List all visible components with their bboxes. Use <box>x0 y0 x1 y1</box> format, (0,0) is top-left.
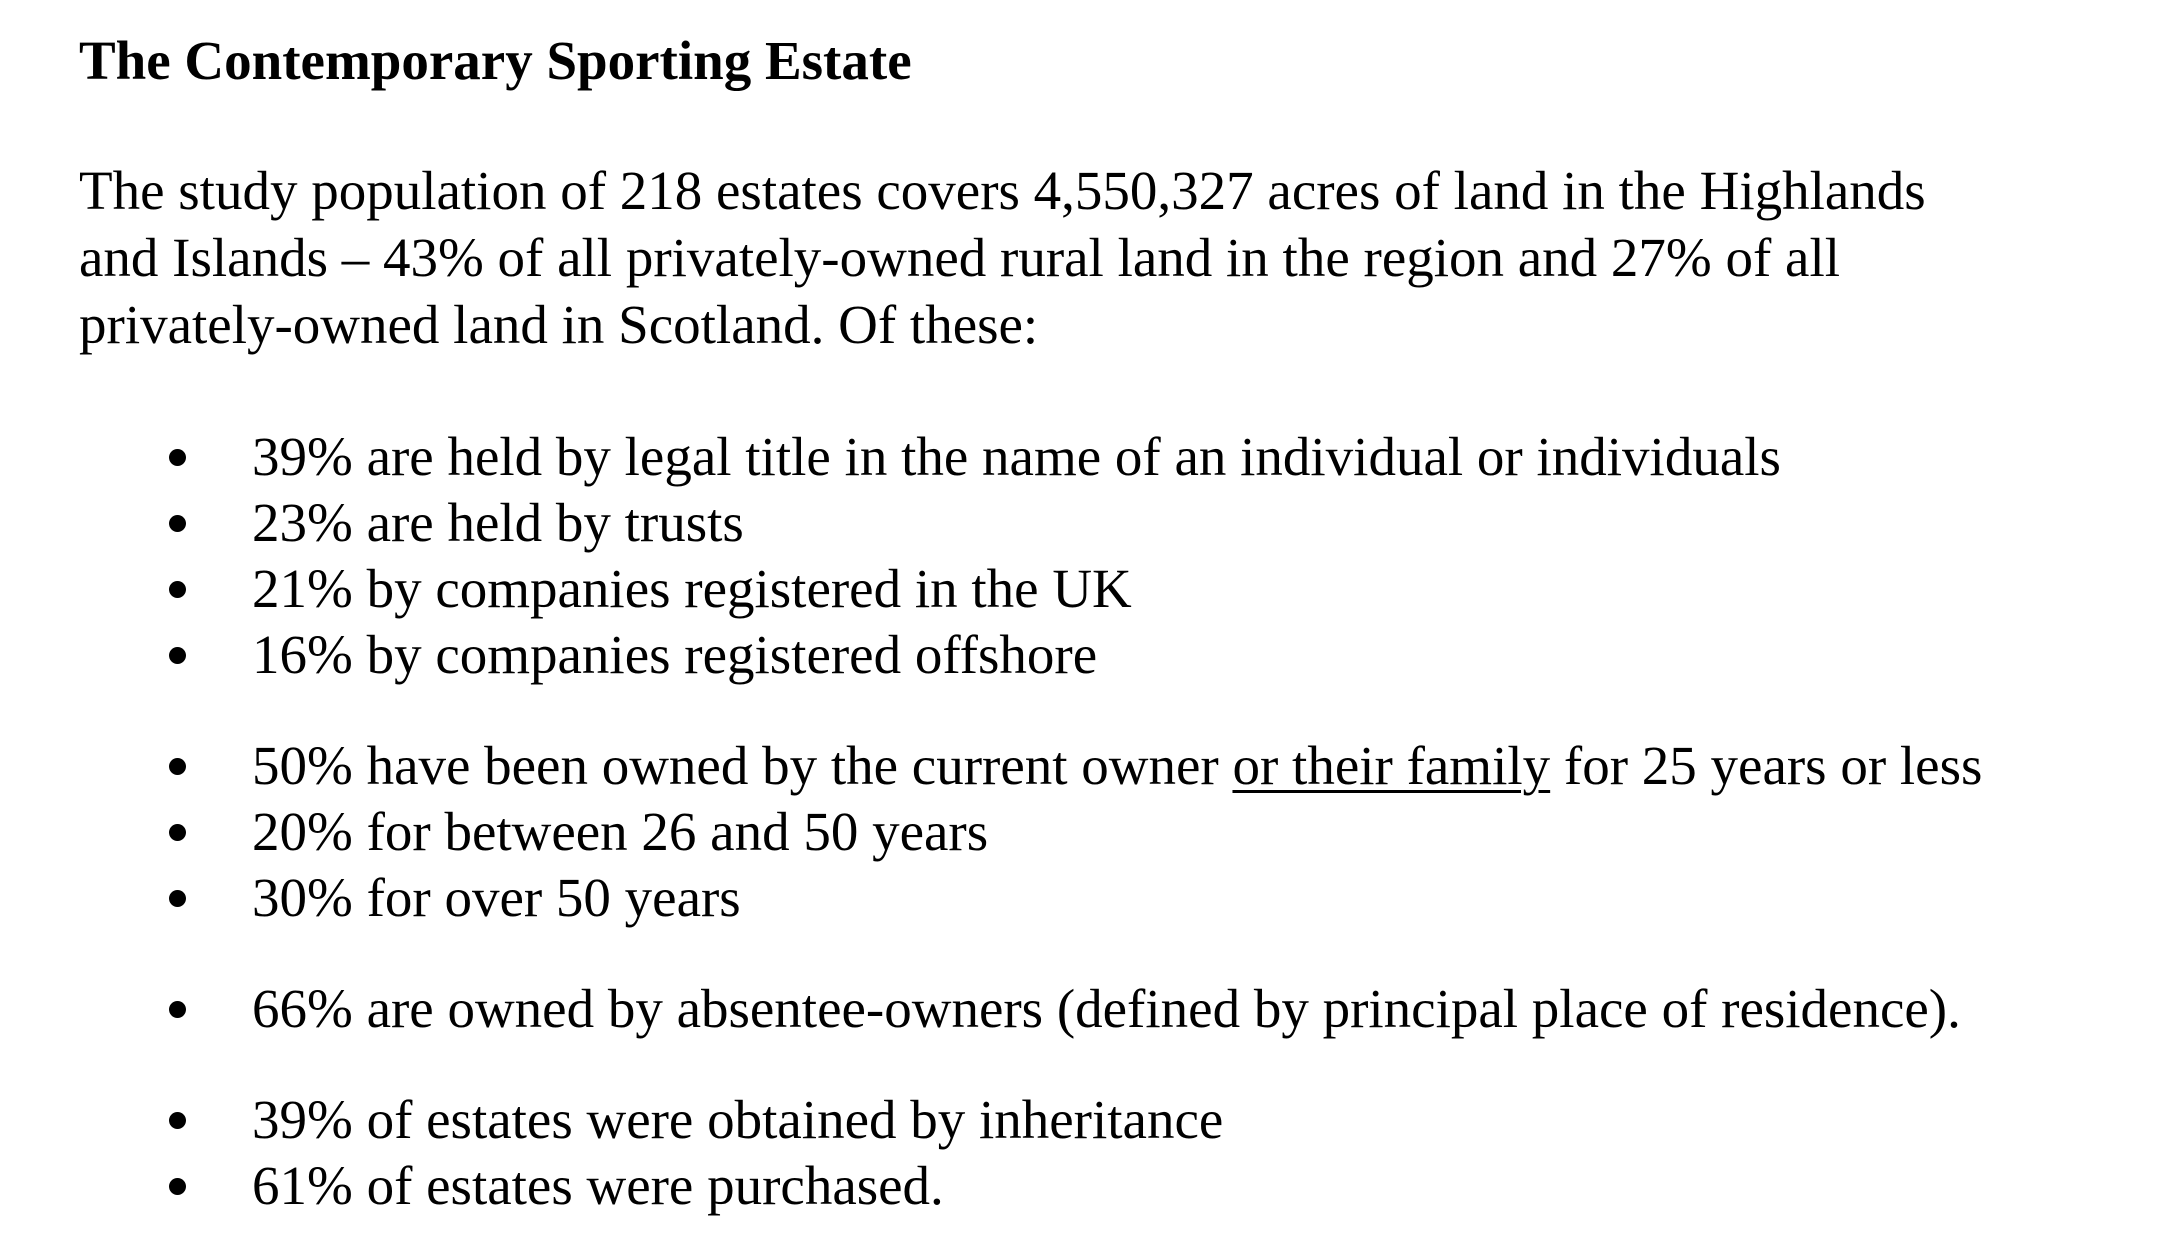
bullet-text <box>252 733 1982 799</box>
bullet-icon <box>169 824 186 841</box>
bullet-icon <box>169 515 186 532</box>
underlined-phrase: or their family <box>1232 735 1551 796</box>
bullet-text: 23% are held by trusts <box>252 492 744 553</box>
bullet-text: 20% for between 26 and 50 years <box>252 801 989 862</box>
bullet-text: 66% are owned by absentee-owners (defined by principal place of residence). <box>252 978 1961 1039</box>
bullet-text: 39% of estates were obtained by inheritance <box>252 1089 1224 1150</box>
bullet-icon <box>169 1001 186 1018</box>
bullet-text: 30% for over 50 years <box>252 867 741 928</box>
bullet-list <box>79 0 2139 1233</box>
bullet-icon <box>169 1178 186 1195</box>
bullet-text: 16% by companies registered offshore <box>252 624 1098 685</box>
bullet-icon <box>169 581 186 598</box>
bullet-text: 21% by companies registered in the UK <box>252 558 1132 619</box>
document-heading: The Contemporary Sporting Estate <box>79 30 912 91</box>
bullet-icon <box>169 890 186 907</box>
intro-line: privately-owned land in Scotland. Of these: <box>79 294 1039 355</box>
bullet-icon <box>169 647 186 664</box>
bullet-text: 39% are held by legal title in the name of an individual or individuals <box>252 426 1781 487</box>
bullet-text-part: 50% have been owned by the current owner <box>252 735 1233 796</box>
bullet-text: 61% of estates were purchased. <box>252 1155 944 1216</box>
intro-line: and Islands – 43% of all privately-owned rural land in the region and 27% of all <box>79 227 1841 288</box>
bullet-icon <box>169 449 186 466</box>
bullet-text-part: for 25 years or less <box>1550 735 1983 796</box>
bullet-icon <box>169 1112 186 1129</box>
intro-line: The study population of 218 estates covers 4,550,327 acres of land in the Highlands <box>79 160 1926 221</box>
bullet-icon <box>169 758 186 775</box>
